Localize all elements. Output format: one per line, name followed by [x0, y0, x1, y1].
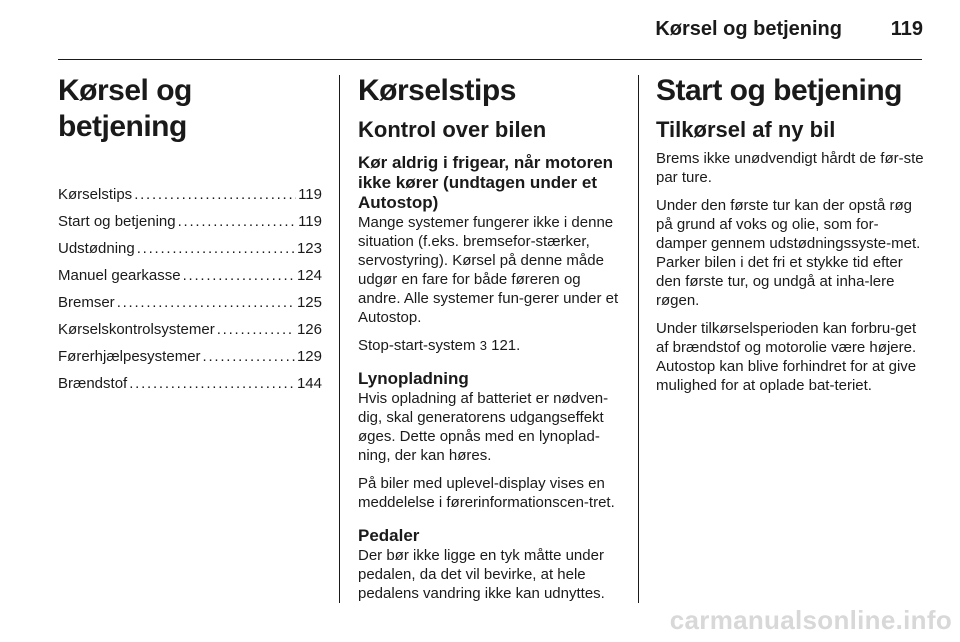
toc-item-label: Manuel gearkasse [58, 267, 181, 284]
toc-item-page: 123 [296, 240, 322, 257]
toc-item-page: 119 [298, 186, 322, 203]
cross-reference [358, 336, 622, 355]
toc-item[interactable] [58, 289, 322, 316]
table-of-contents [58, 181, 322, 397]
toc-item-label: Brændstof [58, 375, 128, 392]
chapter-title: Kørsel og betjening [58, 74, 192, 143]
page-number: 119 [890, 18, 923, 40]
toc-item-label: Førerhjælpesystemer [58, 348, 201, 365]
toc-item-label: Kørselskontrolsystemer [58, 321, 215, 338]
toc-item-page: 119 [298, 213, 322, 230]
toc-item[interactable] [58, 343, 322, 370]
toc-item[interactable] [58, 370, 322, 397]
toc-item-label: Kørselstips [58, 186, 133, 203]
watermark: carmanualsonline.info [669, 605, 952, 635]
section-subtitle: Tilkørsel af ny bil [656, 117, 836, 142]
toc-item-page: 129 [296, 348, 322, 365]
toc-item-label: Start og betjening [58, 213, 176, 230]
section-title: Start og betjening [656, 74, 902, 107]
toc-item-page: 124 [296, 267, 322, 284]
column-divider [339, 75, 340, 603]
page-arrow-icon: 3 [479, 338, 487, 353]
toc-item-page: 125 [296, 294, 322, 311]
warning-text: Mange systemer fungerer ikke i denne situation (f.eks. bremsefor-stærker, servostyring). Kørsel på denne måde udgør en fare for både føreren og andre. Alle systemer fun-gerer under et Autostop. [358, 214, 619, 326]
paragraph: På biler med uplevel-display vises en meddelelse i førerinformationscen-tret. [358, 475, 615, 511]
toc-item[interactable] [58, 262, 322, 289]
subsection-heading: Pedaler [358, 526, 420, 545]
paragraph: Brems ikke unødvendigt hårdt de før-ste par ture. [656, 150, 924, 186]
toc-column [58, 73, 322, 397]
section-title: Kørselstips [358, 74, 516, 107]
toc-item-page: 144 [296, 375, 322, 392]
toc-item-page: 126 [296, 321, 322, 338]
section-subtitle: Kontrol over bilen [358, 117, 547, 142]
paragraph: Under den første tur kan der opstå røg på grund af voks og olie, som for-damper gennem udstødningssyste-met. Parker bilen i det fri et stykke tid efter den første tur, og undgå at inha-lere røgen. [656, 197, 921, 309]
start-operation-column [656, 73, 924, 404]
toc-item-label: Bremser [58, 294, 115, 311]
toc-item[interactable] [58, 208, 322, 235]
toc-item[interactable] [58, 316, 322, 343]
toc-item-label: Udstødning [58, 240, 135, 257]
toc-item[interactable] [58, 235, 322, 262]
header-rule [58, 59, 922, 60]
toc-item[interactable] [58, 181, 322, 208]
paragraph: Der bør ikke ligge en tyk måtte under pedalen, da det vil bevirke, at hele pedalens vandring ikke kan udnyttes. [358, 547, 605, 602]
reference-page[interactable]: 121. [491, 337, 521, 354]
header-title: Kørsel og betjening [655, 18, 842, 40]
reference-label: Stop-start-system [358, 337, 476, 354]
subsection-heading: Lynopladning [358, 369, 469, 388]
column-divider [638, 75, 639, 603]
paragraph: Hvis opladning af batteriet er nødven-dig, skal generatorens udgangseffekt øges. Dette opnås med en lynoplad-ning, der kan høres. [358, 390, 609, 464]
driving-tips-column [358, 73, 622, 612]
paragraph: Under tilkørselsperioden kan forbru-get af brændstof og motorolie være højere. Autostop kan blive forhindret for at give mulighed for at oplade bat-teriet. [656, 320, 917, 394]
warning-heading: Kør aldrig i frigear, når motoren ikke kører (undtagen under et Autostop) [358, 153, 614, 212]
